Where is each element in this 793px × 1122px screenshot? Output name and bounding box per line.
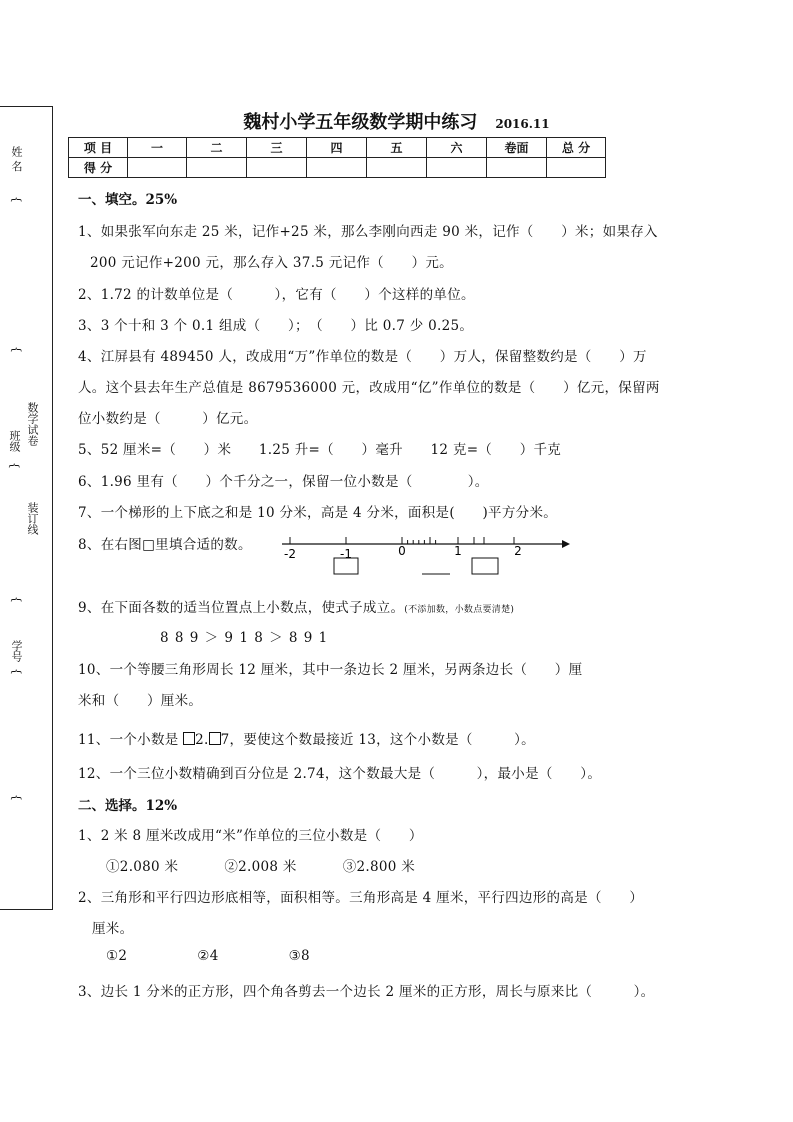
exam-date: 2016.11 — [495, 117, 550, 131]
score-cell[interactable] — [128, 158, 187, 178]
options-row — [106, 855, 461, 875]
option[interactable]: ①2.080 米 — [106, 859, 179, 875]
score-value-row — [69, 158, 606, 178]
question-text-main: 9、在下面各数的适当位置点上小数点，使式子成立。 — [78, 600, 405, 616]
question-text: 1、如果张军向东走 25 米，记作+25 米，那么李刚向西走 90 米，记作（ ）米；如果存入 — [78, 224, 658, 240]
score-cell[interactable] — [187, 158, 247, 178]
title-text: 魏村小学五年级数学期中练习 — [243, 112, 478, 133]
question-text: 5、52 厘米=（ ）米 1.25 升=（ ）毫升 12 克=（ ）千克 — [78, 442, 562, 458]
tick-label: 0 — [398, 544, 406, 558]
question-text-part: 7，要使这个数最接近 13，这个小数是（ ）。 — [220, 732, 535, 748]
score-header-cell: 项 目 — [69, 138, 128, 158]
exam-label: 数学试卷 — [26, 402, 39, 446]
binding-line-label: 装订线 — [26, 502, 39, 535]
score-header-cell: 五 — [367, 138, 427, 158]
bracket-mark: { — [8, 462, 21, 469]
option[interactable]: ③8 — [288, 948, 310, 964]
question-text: 8、在右图□里填合适的数。 — [78, 537, 252, 553]
question-text: 10、一个等腰三角形周长 12 厘米，其中一条边长 2 厘米，另两条边长（ ）厘 — [78, 662, 583, 678]
class-label: 班级 — [8, 430, 21, 452]
score-cell[interactable] — [427, 158, 487, 178]
question-expression: 8 8 9 ＞ 9 1 8 ＞ 8 9 1 — [160, 630, 329, 646]
student-no-label: 学号 — [10, 640, 23, 662]
option[interactable]: ③2.800 米 — [342, 859, 416, 875]
tick-label: -2 — [284, 547, 296, 561]
question-text: 6、1.96 里有（ ）个千分之一，保留一位小数是（ ）。 — [78, 474, 489, 490]
question-text: 3、3 个十和 3 个 0.1 组成（ ）； （ ）比 0.7 少 0.25。 — [78, 318, 474, 334]
score-header-cell: 四 — [307, 138, 367, 158]
bracket-mark: { — [10, 794, 23, 801]
score-header-cell: 一 — [128, 138, 187, 158]
question-text: 200 元记作+200 元，那么存入 37.5 元记作（ ）元。 — [90, 255, 453, 271]
bracket-mark: { — [10, 196, 23, 203]
question-text: 人。这个县去年生产总值是 8679536000 元，改成用“亿”作单位的数是（ ）亿元，保留两 — [78, 380, 660, 396]
score-cell[interactable] — [307, 158, 367, 178]
bracket-mark: { — [10, 596, 23, 603]
score-cell[interactable] — [487, 158, 547, 178]
digit-box[interactable] — [209, 732, 221, 745]
question-text — [78, 596, 514, 616]
question-text — [78, 728, 535, 748]
question-text: 4、江屏县有 489450 人，改成用“万”作单位的数是（ ）万人，保留整数约是（ ）万 — [78, 349, 647, 365]
question-text-part: 11、一个小数是 — [78, 732, 179, 748]
score-cell[interactable] — [247, 158, 307, 178]
question-text: 3、边长 1 分米的正方形，四个角各剪去一个边长 2 厘米的正方形，周长与原来比（ ）。 — [78, 984, 655, 1000]
question-text: 2、1.72 的计数单位是（ ），它有（ ）个这样的单位。 — [78, 287, 475, 303]
score-header-row — [69, 138, 606, 158]
question-text: 米和（ ）厘米。 — [78, 693, 203, 709]
tick-label: 1 — [454, 544, 462, 558]
question-text: 2、三角形和平行四边形底相等，面积相等。三角形高是 4 厘米，平行四边形的高是（ ） — [78, 890, 644, 906]
question-text: 1、2 米 8 厘米改成用“米”作单位的三位小数是（ ） — [78, 828, 423, 844]
digit-box[interactable] — [183, 732, 195, 745]
question-text-part: 2. — [195, 732, 209, 748]
question-text: 厘米。 — [92, 921, 134, 937]
question-text: 7、一个梯形的上下底之和是 10 分米，高是 4 分米，面积是( )平方分米。 — [78, 505, 558, 521]
score-header-cell: 总 分 — [547, 138, 606, 158]
score-header-cell: 六 — [427, 138, 487, 158]
tick-label: 2 — [514, 544, 522, 558]
options-row — [106, 948, 356, 964]
score-header-cell: 二 — [187, 138, 247, 158]
section1-title: 一、填空。25% — [78, 192, 178, 208]
option[interactable]: ②4 — [197, 948, 219, 964]
score-cell[interactable] — [547, 158, 606, 178]
bracket-mark: { — [10, 668, 23, 675]
section2-title: 二、选择。12% — [78, 798, 178, 814]
option[interactable]: ①2 — [106, 948, 128, 964]
answer-box[interactable] — [472, 558, 498, 574]
tick-label: -1 — [340, 547, 352, 561]
score-cell[interactable] — [367, 158, 427, 178]
question-text: 12、一个三位小数精确到百分位是 2.74，这个数最大是（ ），最小是（ ）。 — [78, 766, 602, 782]
arrow-icon — [562, 540, 570, 548]
option[interactable]: ②2.008 米 — [224, 859, 297, 875]
name-label: 姓 名 — [10, 146, 23, 172]
number-line-figure — [278, 528, 574, 580]
question-note: (不添加数，小数点要清楚) — [404, 605, 515, 615]
score-header-cell: 三 — [247, 138, 307, 158]
question-text: 位小数约是（ ）亿元。 — [78, 411, 258, 427]
bracket-mark: { — [10, 346, 23, 353]
score-row-label: 得 分 — [69, 158, 128, 178]
score-header-cell: 卷面 — [487, 138, 547, 158]
score-table — [68, 137, 606, 178]
page-title — [0, 108, 793, 134]
